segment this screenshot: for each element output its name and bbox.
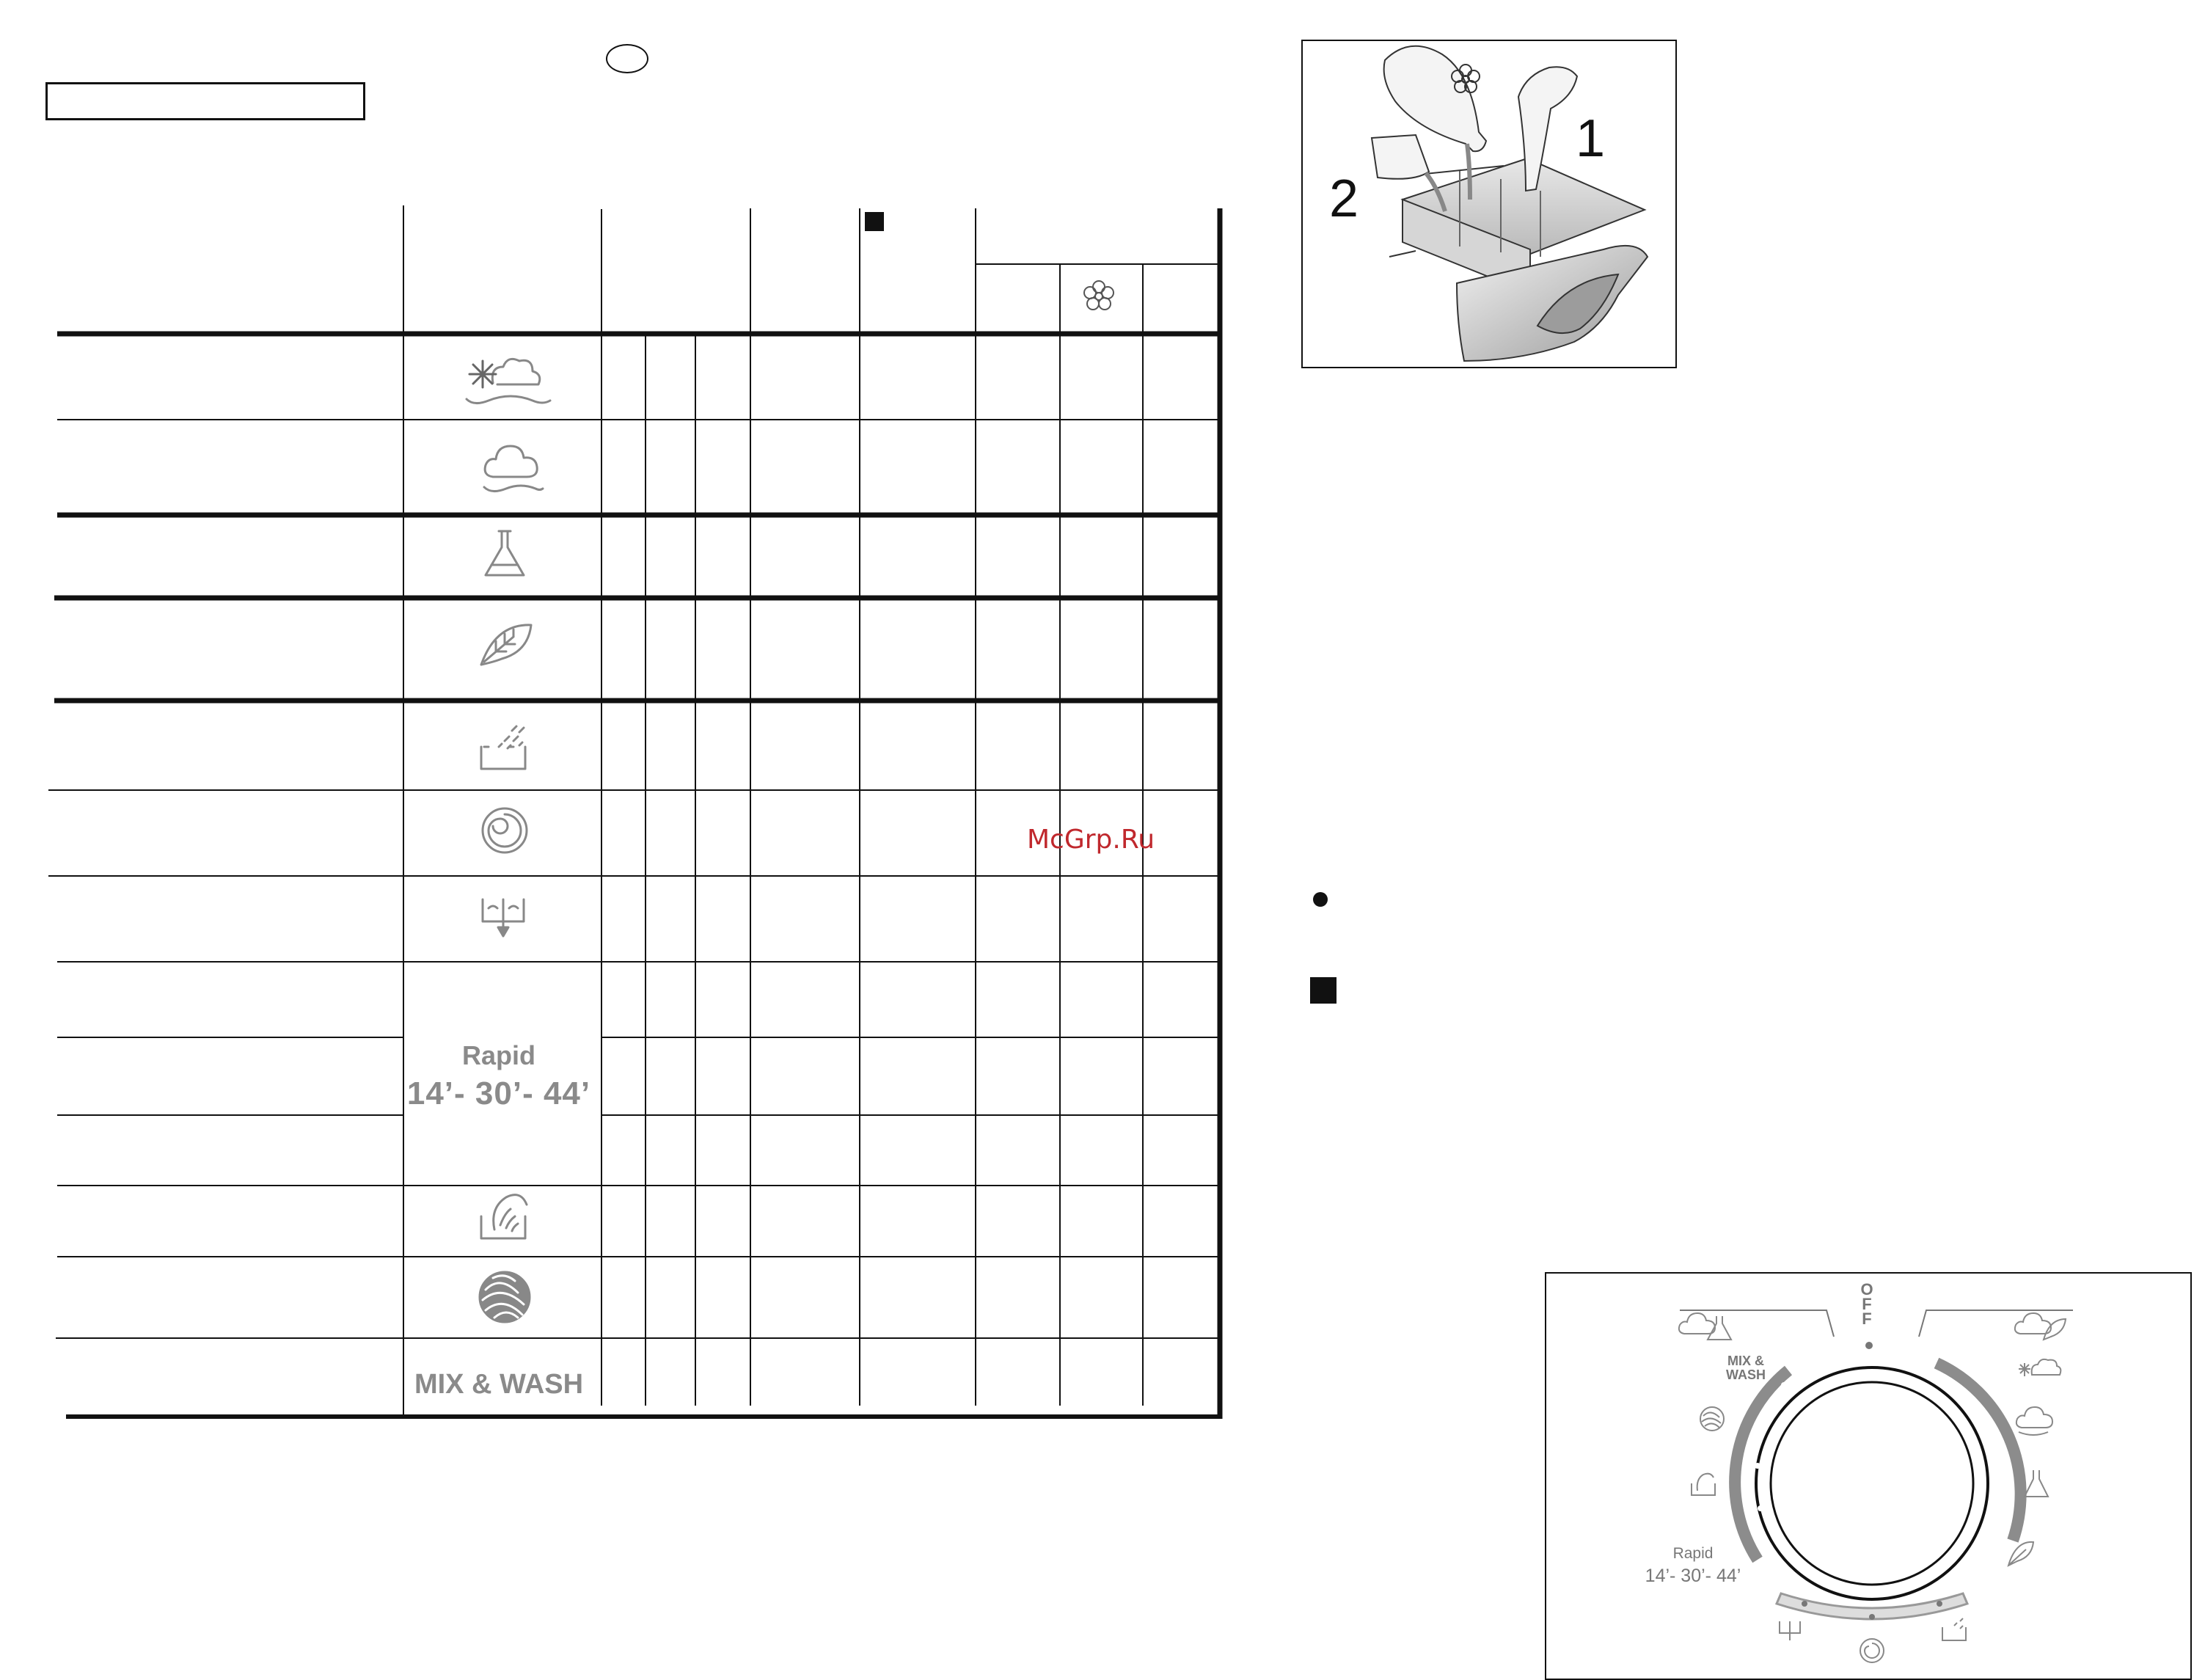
dial-knob-outer [1756,1367,1988,1599]
wool-icon [1700,1407,1724,1431]
delicates-icon [2008,1542,2033,1566]
dial-left-arc [1735,1370,1788,1560]
dial-rapid-label: Rapid [1672,1545,1714,1562]
delicates-icon [2044,1319,2066,1340]
dial-knob-inner [1771,1382,1973,1585]
dial-mix-wash-label: MIX & WASH [1726,1354,1766,1382]
dial-right-arc [1937,1363,2021,1541]
dial-rapid-times-label: 14’- 30’- 44’ [1645,1566,1741,1586]
cotton-icon [2016,1407,2052,1435]
synthetics-icon [1708,1316,1731,1340]
rapid-times-label: 14’- 30’- 44’ [406,1075,591,1111]
rapid-label: Rapid [461,1040,535,1070]
cotton-icon [1679,1313,1715,1334]
compartment-label-1: 1 [1576,109,1606,168]
stain-cotton-icon [2019,1359,2060,1376]
rinse-icon [1942,1618,1966,1640]
compartment-label-2: 2 [1329,169,1359,228]
cotton-icon [2015,1313,2051,1334]
mix-wash-label: MIX & WASH [414,1369,584,1400]
spin-icon [1860,1639,1884,1662]
drain-icon [1780,1621,1800,1640]
hand-wash-icon [1692,1474,1715,1495]
watermark: McGrp.Ru [1027,825,1155,855]
synthetics-icon [2025,1470,2048,1497]
dial-off-label: OFF [1860,1280,1873,1328]
